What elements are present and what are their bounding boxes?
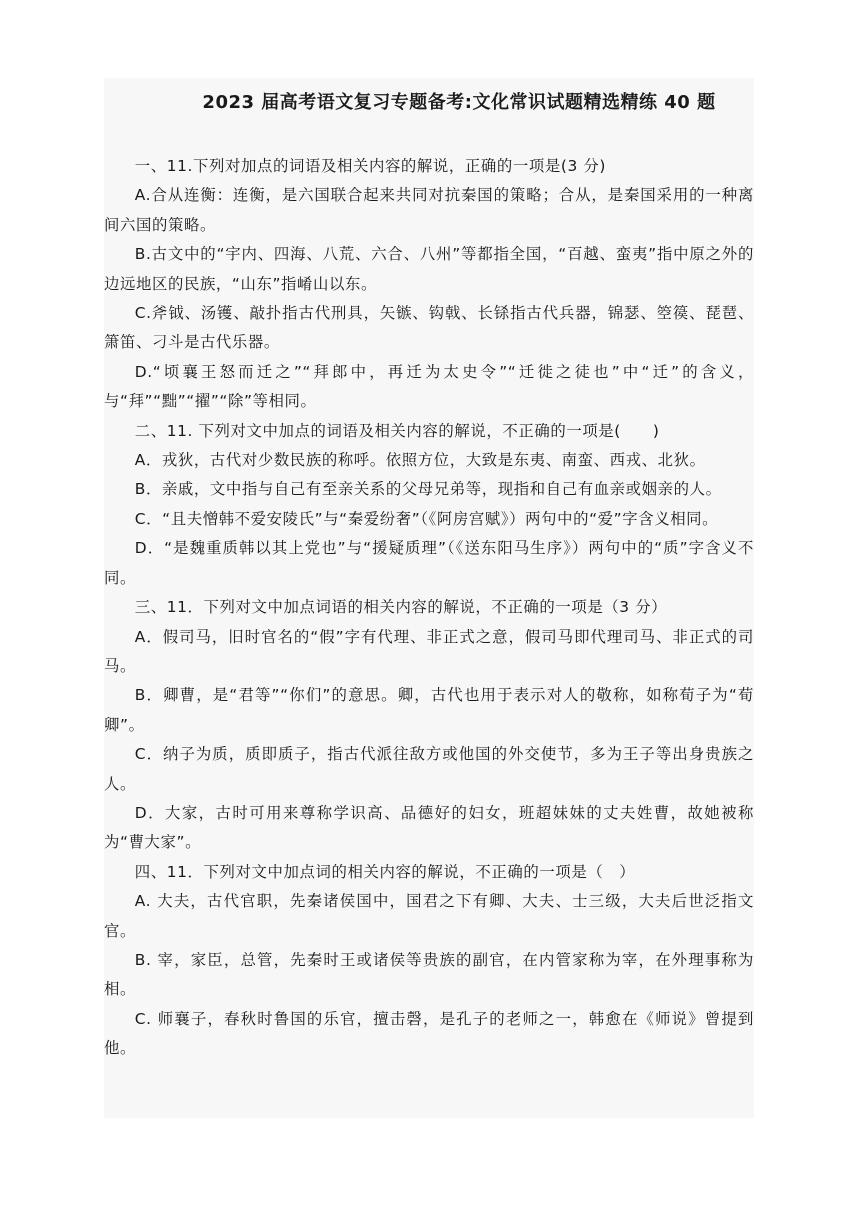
paragraph: D．大家，古时可用来尊称学识高、品德好的妇女，班超妹妹的丈夫姓曹，故她被称为“曹大家”。	[104, 803, 754, 852]
document-content	[104, 90, 754, 1064]
paragraph: B．卿曹，是“君等”“你们”的意思。卿，古代也用于表示对人的敬称，如称荀子为“荀卿”。	[104, 686, 754, 734]
paragraph: C．纳子为质，质即质子，指古代派往敌方或他国的外交使节，多为王子等出身贵族之人。	[104, 745, 754, 793]
paragraph: C．“且夫憎韩不爱安陵氏”与“秦爱纷奢”（《阿房宫赋》）两句中的“爱”字含义相同。	[134, 509, 719, 528]
paragraph: A.合从连衡：连衡，是六国联合起来共同对抗秦国的策略；合从，是秦国采用的一种离间六国的策略。	[104, 186, 754, 234]
paragraph: D．“是魏重质韩以其上党也”与“援疑质理”（《送东阳马生序》）两句中的“质”字含义不同。	[104, 539, 754, 587]
paragraph: B.古文中的“宇内、四海、八荒、六合、八州”等都指全国，“百越、蛮夷”指中原之外的边远地区的民族，“山东”指崤山以东。	[104, 245, 754, 293]
paragraph: C. 师襄子，春秋时鲁国的乐官，擅击磬，是孔子的老师之一，韩愈在《师说》曾提到他。	[104, 1009, 754, 1058]
paragraph: B．亲戚，文中指与自己有至亲关系的父母兄弟等，现指和自己有血亲或姻亲的人。	[134, 480, 722, 499]
paragraph: 二、11. 下列对文中加点的词语及相关内容的解说，不正确的一项是( )	[134, 421, 660, 440]
paragraph: A．戎狄，古代对少数民族的称呼。依照方位，大致是东夷、南蛮、西戎、北狄。	[134, 451, 706, 470]
paragraph: 一、11.下列对加点的词语及相关内容的解说，正确的一项是(3 分)	[134, 157, 606, 175]
paragraph: A．假司马，旧时官名的“假”字有代理、非正式之意，假司马即代理司马、非正式的司马。	[104, 627, 754, 675]
paragraph: B. 宰，家臣，总管，先秦时王或诸侯等贵族的副官，在内管家称为宰，在外理事称为相。	[104, 950, 754, 999]
paragraph: A. 大夫，古代官职，先秦诸侯国中，国君之下有卿、大夫、士三级，大夫后世泛指文官。	[104, 892, 754, 940]
paragraph: C.斧钺、汤镬、敲扑指古代刑具，矢镞、钩戟、长铩指古代兵器，锦瑟、箜篌、琵琶、箫笛、刁斗是古代乐器。	[104, 304, 754, 352]
paragraph: 四、11．下列对文中加点词的相关内容的解说，不正确的一项是（ ）	[134, 862, 636, 881]
paragraph: D.“顷襄王怒而迁之”“拜郎中，再迁为太史令”“迁徙之徒也”中“迁”的含义，与“拜”“黜”“擢”“除”等相同。	[104, 362, 754, 411]
paragraph: 三、11．下列对文中加点词语的相关内容的解说，不正确的一项是（3 分）	[134, 598, 668, 617]
document-title: 2023 届高考语文复习专题备考:文化常识试题精选精练 40 题	[202, 92, 716, 113]
